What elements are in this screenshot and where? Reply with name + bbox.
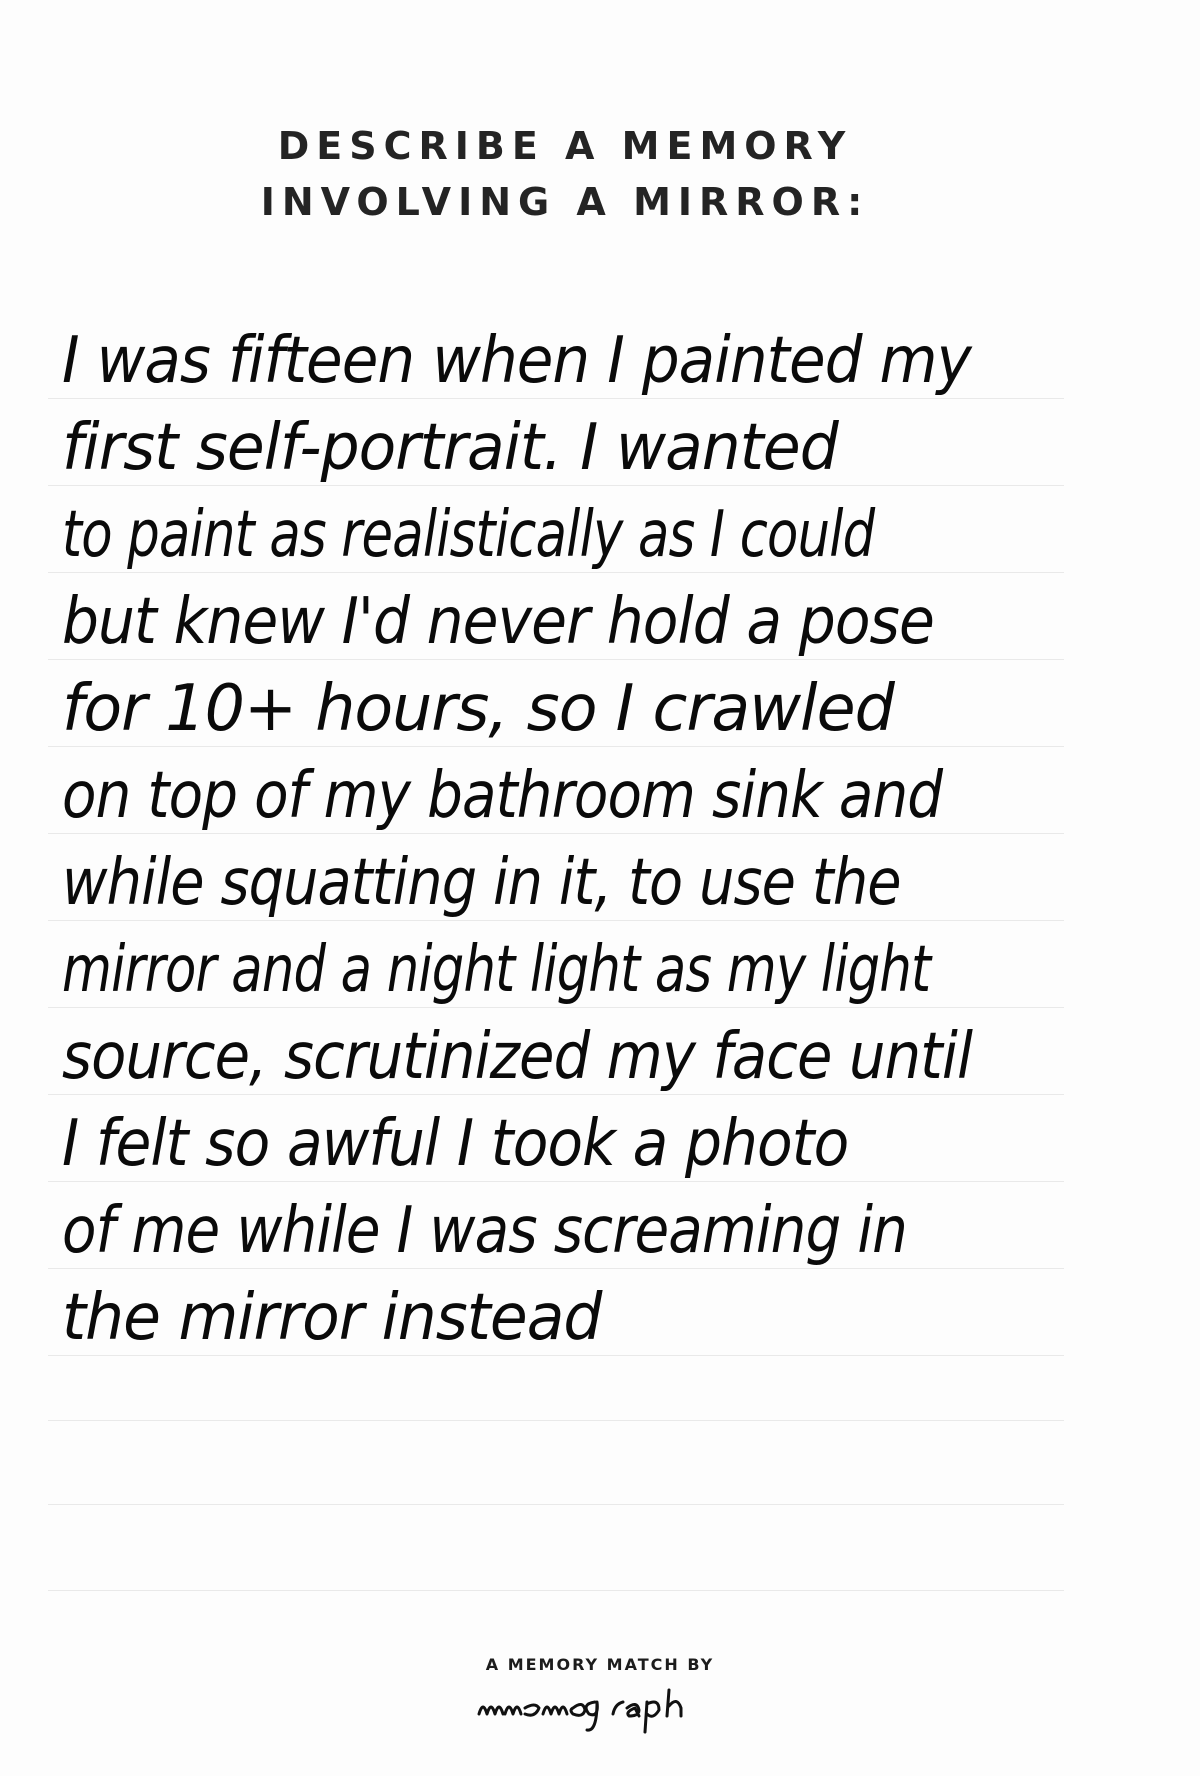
ruled-line (48, 1420, 1064, 1421)
response-line: the mirror instead (62, 1281, 602, 1355)
response-line: mirror and a night light as my light (62, 933, 931, 1007)
response-line: first self-portrait. I wanted (62, 411, 838, 485)
response-line: I felt so awful I took a photo (62, 1107, 849, 1181)
response-line: to paint as realistically as I could (62, 498, 875, 572)
response-line: I was fifteen when I painted my (62, 324, 971, 398)
mnemograph-logo (475, 1680, 725, 1736)
prompt-line-1: DESCRIBE A MEMORY (277, 124, 853, 168)
prompt-line-2: INVOLVING A MIRROR: (260, 180, 870, 224)
response-line: while squatting in it, to use the (62, 846, 901, 920)
response-line: but knew I'd never hold a pose (62, 585, 934, 659)
ruled-line (48, 1504, 1064, 1505)
response-line: source, scrutinized my face until (62, 1020, 973, 1094)
response-line: of me while I was screaming in (62, 1194, 907, 1268)
ruled-line (48, 1590, 1064, 1591)
footer-caption: A MEMORY MATCH BY (485, 1655, 715, 1674)
response-line: on top of my bathroom sink and (62, 759, 943, 833)
handwritten-response (62, 318, 1142, 1362)
response-line: for 10+ hours, so I crawled (62, 672, 894, 746)
